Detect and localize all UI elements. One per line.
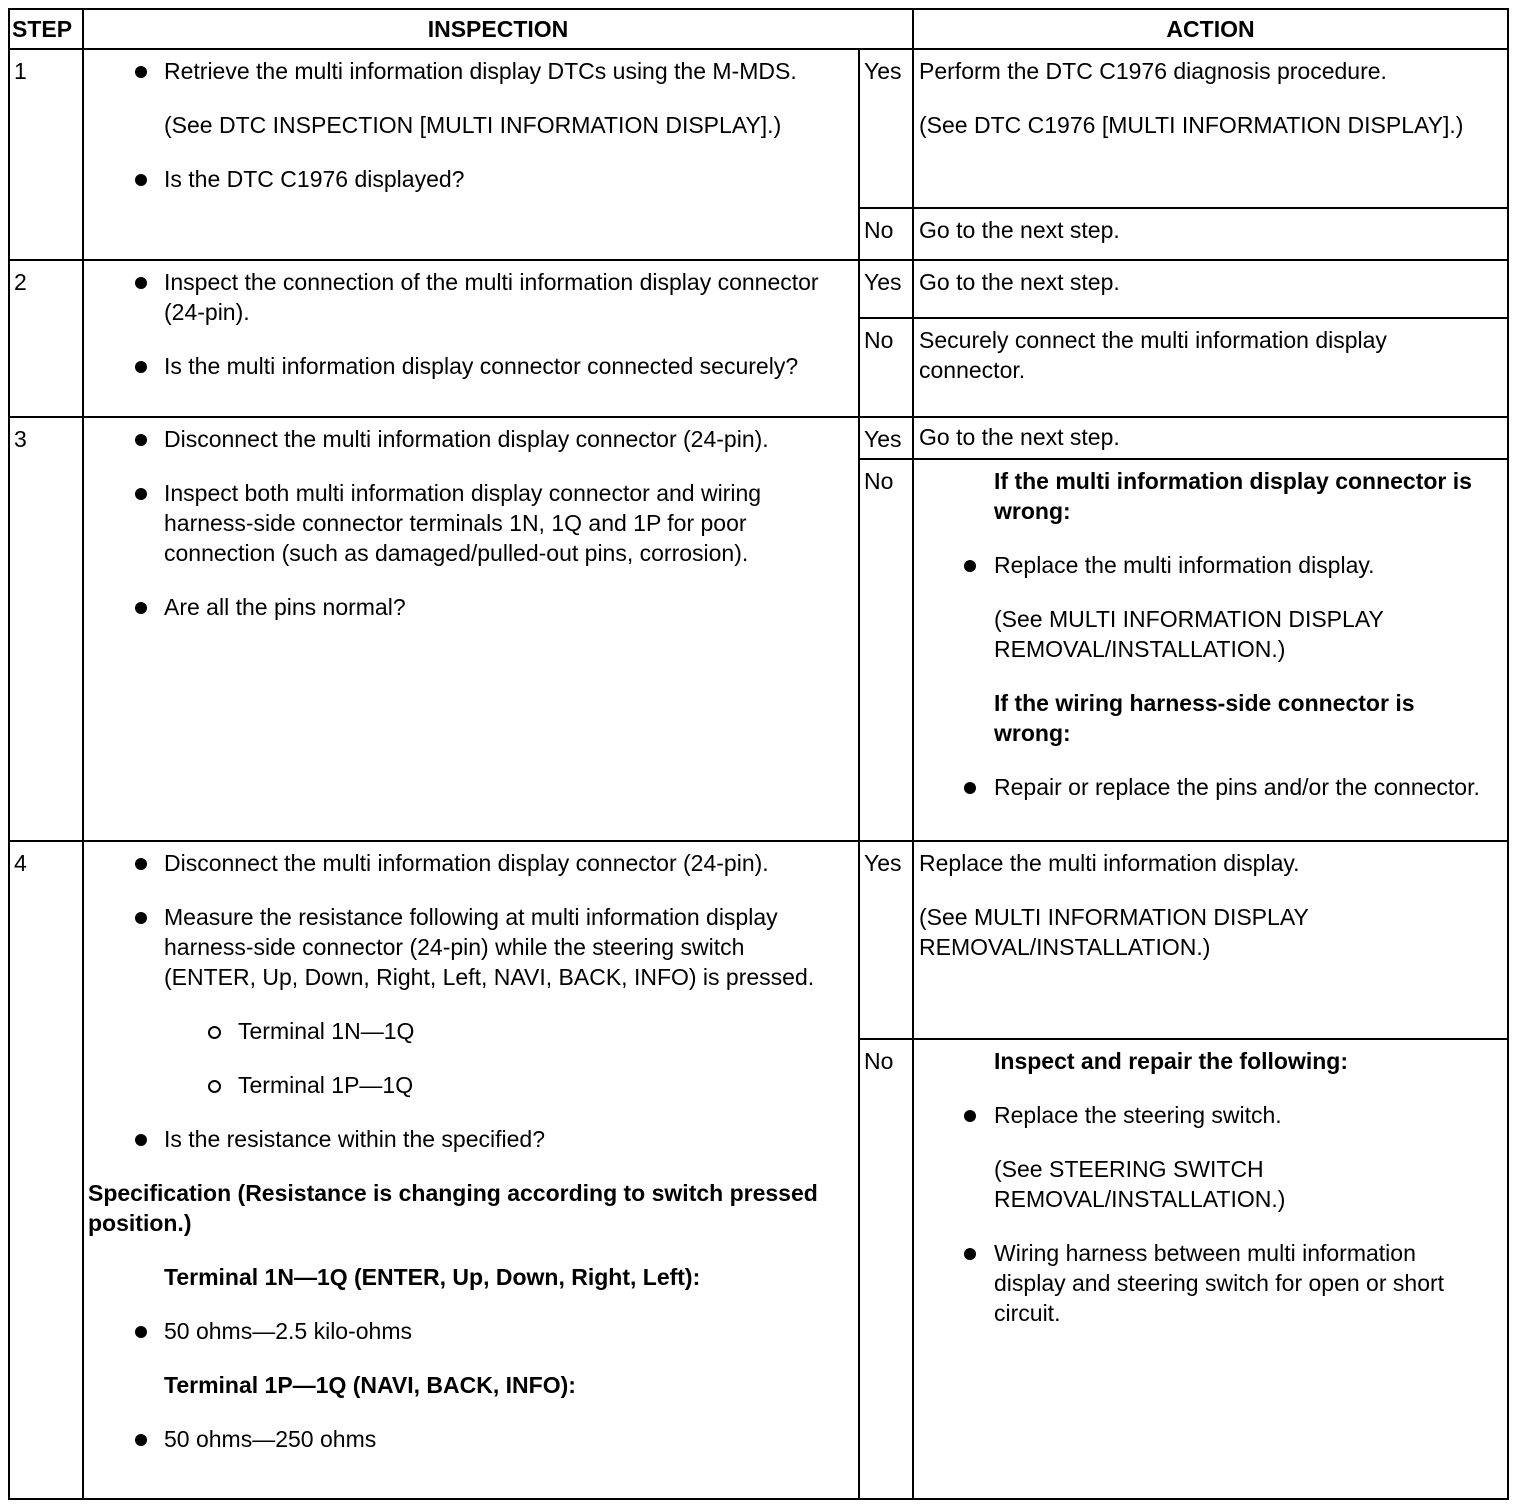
diagnostic-table (8, 8, 1509, 1500)
inspection-bullet: Inspect both multi information display connector and wiring harness-side connector terminals 1N, 1Q and 1P for poor connection (such as damaged/pulled-out pins, corrosion). (84, 478, 828, 568)
step-3-row-yes (9, 417, 1508, 459)
action-text: Go to the next step. (919, 424, 1120, 450)
step-1-no-action (913, 208, 1508, 260)
inspection-question: Is the DTC C1976 displayed? (84, 164, 828, 194)
no-label: No (859, 318, 913, 417)
action-bullet: Wiring harness between multi information display and steering switch for open or short circuit. (914, 1238, 1487, 1328)
step-3-yes-action (913, 417, 1508, 459)
step-4-row-yes (9, 841, 1508, 1039)
spec-value: 50 ohms—250 ohms (84, 1424, 828, 1454)
step-2-row-yes (9, 260, 1508, 318)
step-2-yes-action (913, 260, 1508, 318)
header-inspection: INSPECTION (83, 9, 913, 49)
spec-terminal-1n: Terminal 1N—1Q (ENTER, Up, Down, Right, Left): (164, 1264, 701, 1290)
header-step: STEP (9, 9, 83, 49)
yes-label: Yes (859, 49, 913, 208)
step-3-inspection (83, 417, 859, 841)
action-text: Go to the next step. (919, 269, 1120, 295)
step-2-no-action (913, 318, 1508, 417)
action-bullet: Replace the steering switch. (914, 1100, 1487, 1130)
inspection-question: Are all the pins normal? (84, 592, 828, 622)
header-action: ACTION (913, 9, 1508, 49)
terminal-subitem: Terminal 1P—1Q (84, 1070, 828, 1100)
step-number: 4 (9, 841, 83, 1499)
step-1-yes-action (913, 49, 1508, 208)
action-bullet: Repair or replace the pins and/or the connector. (914, 772, 1487, 802)
action-text: Securely connect the multi information display connector. (919, 327, 1387, 383)
yes-label: Yes (859, 841, 913, 1039)
action-text: Go to the next step. (919, 217, 1120, 243)
inspection-bullet: Disconnect the multi information display connector (24-pin). (84, 424, 828, 454)
action-reference: (See DTC C1976 [MULTI INFORMATION DISPLAY].) (919, 112, 1464, 138)
yes-label: Yes (859, 260, 913, 318)
terminal-subitem: Terminal 1N—1Q (84, 1016, 828, 1046)
inspection-bullet: Retrieve the multi information display DTCs using the M-MDS. (84, 56, 828, 86)
no-label: No (859, 459, 913, 841)
action-reference: (See MULTI INFORMATION DISPLAY REMOVAL/INSTALLATION.) (994, 606, 1384, 662)
step-4-inspection (83, 841, 859, 1499)
step-1-inspection (83, 49, 859, 260)
step-1-row-yes (9, 49, 1508, 208)
step-4-no-action (913, 1039, 1508, 1499)
no-label: No (859, 208, 913, 260)
step-number: 2 (9, 260, 83, 417)
action-text: Perform the DTC C1976 diagnosis procedure. (919, 58, 1387, 84)
header-row (9, 9, 1508, 49)
inspection-reference: (See DTC INSPECTION [MULTI INFORMATION DISPLAY].) (164, 112, 782, 138)
condition-heading: If the multi information display connector is wrong: (994, 468, 1472, 524)
step-2-inspection (83, 260, 859, 417)
action-reference: (See STEERING SWITCH REMOVAL/INSTALLATION.) (994, 1156, 1286, 1212)
spec-value: 50 ohms—2.5 kilo-ohms (84, 1316, 828, 1346)
inspection-bullet: Measure the resistance following at multi information display harness-side connector (24-pin) while the steering switch (ENTER, Up, Down, Right, Left, NAVI, BACK, INFO) is pressed. (84, 902, 828, 992)
specification-heading: Specification (Resistance is changing according to switch pressed position.) (88, 1180, 818, 1236)
action-reference: (See MULTI INFORMATION DISPLAY REMOVAL/INSTALLATION.) (919, 904, 1309, 960)
inspection-question: Is the resistance within the specified? (84, 1124, 828, 1154)
condition-heading: Inspect and repair the following: (994, 1048, 1348, 1074)
step-3-no-action (913, 459, 1508, 841)
spec-terminal-1p: Terminal 1P—1Q (NAVI, BACK, INFO): (164, 1372, 576, 1398)
action-bullet: Replace the multi information display. (914, 550, 1487, 580)
step-number: 3 (9, 417, 83, 841)
step-4-yes-action (913, 841, 1508, 1039)
step-number: 1 (9, 49, 83, 260)
condition-heading: If the wiring harness-side connector is wrong: (994, 690, 1415, 746)
inspection-question: Is the multi information display connector connected securely? (84, 351, 828, 381)
action-text: Replace the multi information display. (919, 850, 1300, 876)
yes-label: Yes (859, 417, 913, 459)
no-label: No (859, 1039, 913, 1499)
inspection-bullet: Disconnect the multi information display connector (24-pin). (84, 848, 828, 878)
inspection-bullet: Inspect the connection of the multi information display connector (24-pin). (84, 267, 828, 327)
